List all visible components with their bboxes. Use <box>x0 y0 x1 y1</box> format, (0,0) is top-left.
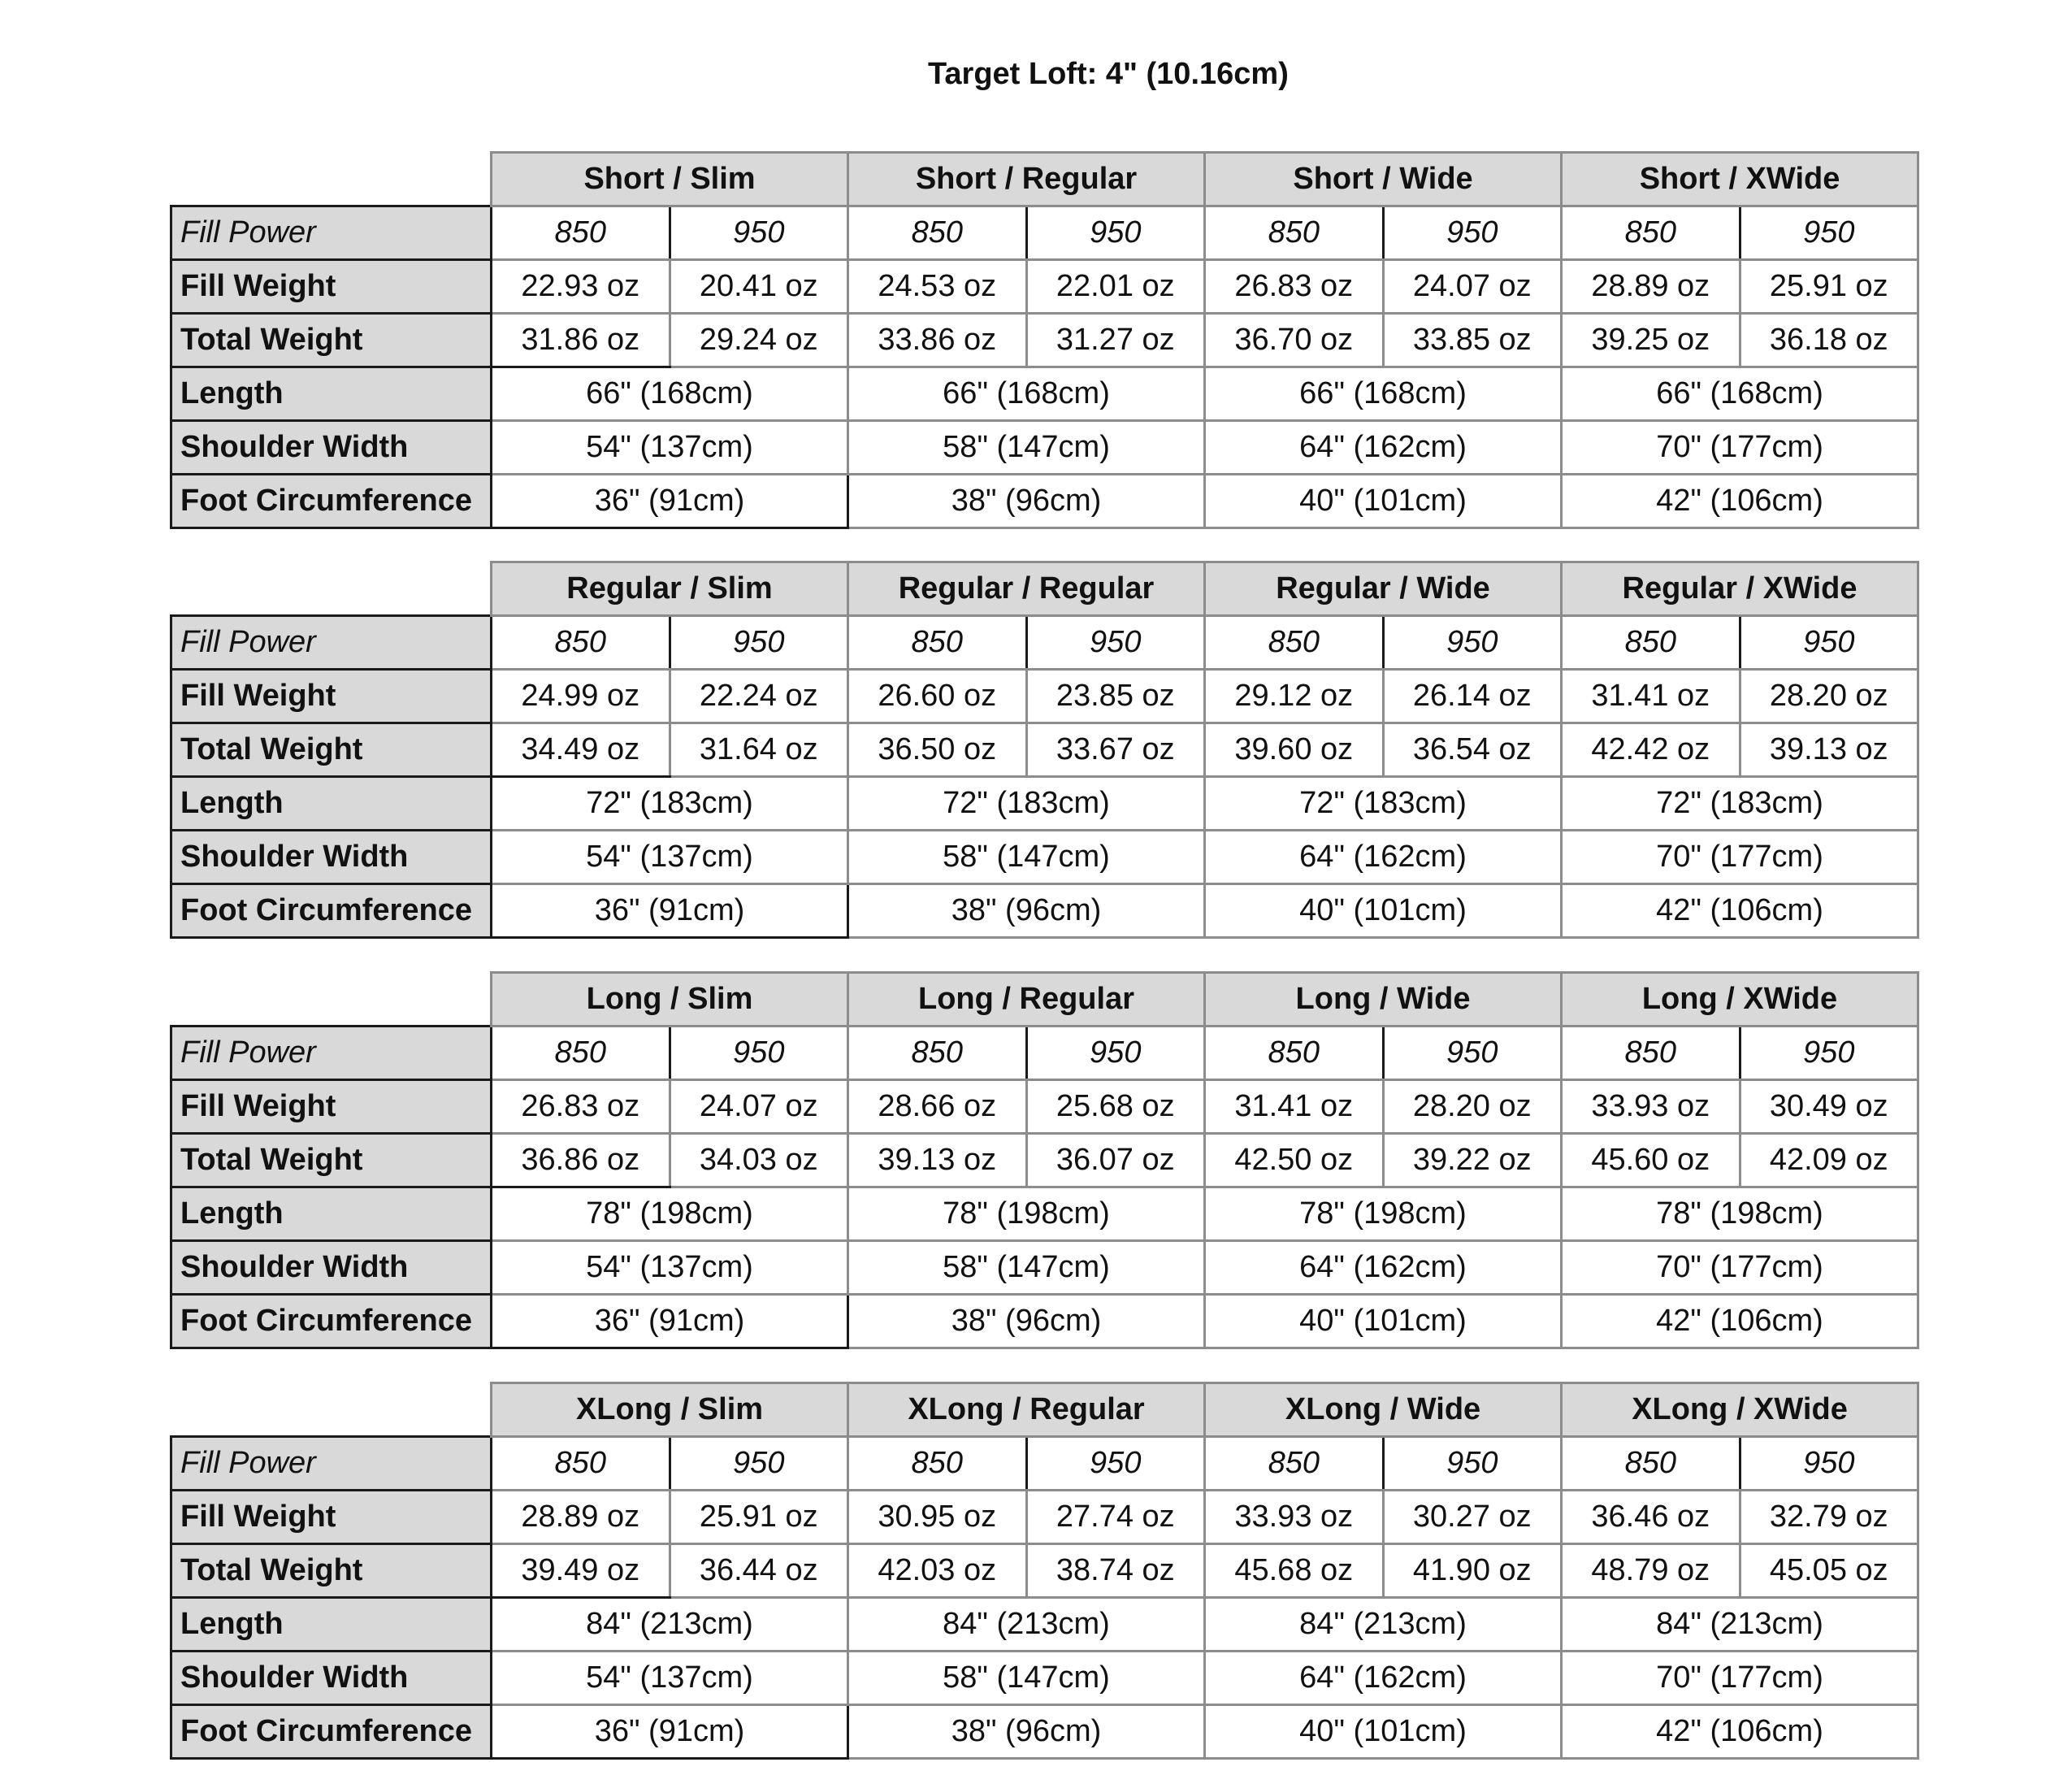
table-cell: 70" (177cm) <box>1562 1241 1918 1295</box>
table-cell: 70" (177cm) <box>1562 831 1918 884</box>
table-cell: 36.07 oz <box>1026 1134 1205 1187</box>
table-cell: 45.05 oz <box>1740 1544 1918 1598</box>
table-cell: 64" (162cm) <box>1205 421 1562 475</box>
table-cell: 24.07 oz <box>670 1080 848 1134</box>
table-cell: 58" (147cm) <box>848 831 1205 884</box>
table-row <box>171 723 1918 777</box>
row-label: Length <box>171 367 492 421</box>
header-spacer <box>171 153 492 206</box>
size-group-header: XLong / XWide <box>1562 1383 1918 1437</box>
table-cell: 41.90 oz <box>1383 1544 1562 1598</box>
row-label: Length <box>171 1598 492 1652</box>
header-spacer <box>171 1383 492 1437</box>
table-cell: 850 <box>492 1437 670 1491</box>
table-cell: 950 <box>1383 1437 1562 1491</box>
row-label: Shoulder Width <box>171 831 492 884</box>
table-cell: 39.25 oz <box>1562 314 1740 367</box>
table-cell: 40" (101cm) <box>1205 475 1562 528</box>
table-cell: 36.86 oz <box>492 1134 670 1187</box>
table-cell: 850 <box>1205 206 1384 260</box>
table-header-row <box>171 973 1918 1027</box>
table-cell: 950 <box>1383 206 1562 260</box>
table-cell: 22.24 oz <box>670 670 848 723</box>
size-table <box>170 1382 1919 1760</box>
table-cell: 78" (198cm) <box>1562 1187 1918 1241</box>
table-cell: 950 <box>670 206 848 260</box>
row-label: Total Weight <box>171 1134 492 1187</box>
table-cell: 29.24 oz <box>670 314 848 367</box>
table-cell: 38.74 oz <box>1026 1544 1205 1598</box>
table-cell: 45.60 oz <box>1562 1134 1740 1187</box>
table-cell: 26.83 oz <box>492 1080 670 1134</box>
table-cell: 42.03 oz <box>848 1544 1027 1598</box>
size-group-header: Short / Wide <box>1205 153 1562 206</box>
table-row <box>171 1080 1918 1134</box>
table-cell: 34.03 oz <box>670 1134 848 1187</box>
size-group-header: Long / XWide <box>1562 973 1918 1027</box>
table-cell: 950 <box>1740 1027 1918 1080</box>
table-cell: 25.91 oz <box>1740 260 1918 314</box>
table-cell: 78" (198cm) <box>492 1187 848 1241</box>
table-row <box>171 206 1918 260</box>
table-cell: 54" (137cm) <box>492 831 848 884</box>
table-cell: 42.50 oz <box>1205 1134 1384 1187</box>
table-row <box>171 884 1918 938</box>
row-label: Total Weight <box>171 1544 492 1598</box>
table-cell: 22.01 oz <box>1026 260 1205 314</box>
table-cell: 40" (101cm) <box>1205 884 1562 938</box>
table-cell: 40" (101cm) <box>1205 1705 1562 1759</box>
table-cell: 850 <box>1205 616 1384 670</box>
table-cell: 26.14 oz <box>1383 670 1562 723</box>
row-label: Fill Power <box>171 1437 492 1491</box>
table-cell: 38" (96cm) <box>848 475 1205 528</box>
table-row <box>171 1491 1918 1544</box>
table-row <box>171 1705 1918 1759</box>
table-cell: 38" (96cm) <box>848 1295 1205 1348</box>
table-cell: 26.60 oz <box>848 670 1027 723</box>
table-cell: 850 <box>1562 616 1740 670</box>
table-cell: 950 <box>1026 1027 1205 1080</box>
table-cell: 31.41 oz <box>1205 1080 1384 1134</box>
row-label: Length <box>171 1187 492 1241</box>
size-group-header: XLong / Regular <box>848 1383 1205 1437</box>
table-row <box>171 1437 1918 1491</box>
size-table <box>170 151 1919 529</box>
table-row <box>171 616 1918 670</box>
row-label: Fill Power <box>171 616 492 670</box>
table-cell: 24.53 oz <box>848 260 1027 314</box>
table-cell: 30.49 oz <box>1740 1080 1918 1134</box>
table-cell: 78" (198cm) <box>1205 1187 1562 1241</box>
row-label: Shoulder Width <box>171 1652 492 1705</box>
size-group-header: Regular / XWide <box>1562 562 1918 616</box>
table-cell: 72" (183cm) <box>1205 777 1562 831</box>
table-cell: 26.83 oz <box>1205 260 1384 314</box>
table-cell: 70" (177cm) <box>1562 421 1918 475</box>
table-cell: 39.22 oz <box>1383 1134 1562 1187</box>
table-cell: 27.74 oz <box>1026 1491 1205 1544</box>
row-label: Foot Circumference <box>171 1705 492 1759</box>
table-cell: 36.70 oz <box>1205 314 1384 367</box>
size-group-header: XLong / Wide <box>1205 1383 1562 1437</box>
row-label: Fill Weight <box>171 1491 492 1544</box>
size-group-header: Regular / Wide <box>1205 562 1562 616</box>
table-cell: 40" (101cm) <box>1205 1295 1562 1348</box>
table-cell: 950 <box>1383 1027 1562 1080</box>
table-cell: 38" (96cm) <box>848 884 1205 938</box>
size-group-header: Regular / Slim <box>492 562 848 616</box>
table-cell: 29.12 oz <box>1205 670 1384 723</box>
table-cell: 850 <box>848 1437 1027 1491</box>
table-cell: 78" (198cm) <box>848 1187 1205 1241</box>
table-cell: 24.07 oz <box>1383 260 1562 314</box>
table-cell: 33.93 oz <box>1562 1080 1740 1134</box>
row-label: Total Weight <box>171 314 492 367</box>
table-cell: 28.20 oz <box>1383 1080 1562 1134</box>
table-cell: 31.64 oz <box>670 723 848 777</box>
table-cell: 48.79 oz <box>1562 1544 1740 1598</box>
table-cell: 33.86 oz <box>848 314 1027 367</box>
table-row <box>171 670 1918 723</box>
table-cell: 72" (183cm) <box>492 777 848 831</box>
table-cell: 36" (91cm) <box>492 884 848 938</box>
table-cell: 25.91 oz <box>670 1491 848 1544</box>
table-cell: 850 <box>848 1027 1027 1080</box>
table-cell: 42" (106cm) <box>1562 884 1918 938</box>
table-cell: 950 <box>1740 206 1918 260</box>
page-title: Target Loft: 4" (10.16cm) <box>928 57 1289 91</box>
row-label: Fill Power <box>171 206 492 260</box>
size-group-header: Long / Slim <box>492 973 848 1027</box>
table-cell: 72" (183cm) <box>848 777 1205 831</box>
table-row <box>171 1598 1918 1652</box>
size-table <box>170 971 1919 1349</box>
table-cell: 39.60 oz <box>1205 723 1384 777</box>
table-cell: 66" (168cm) <box>492 367 848 421</box>
table-cell: 36.54 oz <box>1383 723 1562 777</box>
table-row <box>171 260 1918 314</box>
table-cell: 23.85 oz <box>1026 670 1205 723</box>
table-cell: 54" (137cm) <box>492 1652 848 1705</box>
table-cell: 950 <box>1026 1437 1205 1491</box>
table-cell: 850 <box>848 616 1027 670</box>
table-cell: 850 <box>492 616 670 670</box>
table-cell: 950 <box>670 1027 848 1080</box>
table-cell: 36.46 oz <box>1562 1491 1740 1544</box>
row-label: Fill Weight <box>171 670 492 723</box>
table-cell: 36" (91cm) <box>492 1295 848 1348</box>
table-cell: 66" (168cm) <box>848 367 1205 421</box>
size-group-header: XLong / Slim <box>492 1383 848 1437</box>
table-cell: 30.95 oz <box>848 1491 1027 1544</box>
table-cell: 33.93 oz <box>1205 1491 1384 1544</box>
table-cell: 36.50 oz <box>848 723 1027 777</box>
size-table <box>170 561 1919 939</box>
size-group-header: Long / Wide <box>1205 973 1562 1027</box>
table-row <box>171 1295 1918 1348</box>
table-cell: 36.44 oz <box>670 1544 848 1598</box>
header-spacer <box>171 973 492 1027</box>
size-group-header: Short / Slim <box>492 153 848 206</box>
table-cell: 45.68 oz <box>1205 1544 1384 1598</box>
table-cell: 950 <box>1026 206 1205 260</box>
table-header-row <box>171 562 1918 616</box>
table-cell: 36" (91cm) <box>492 475 848 528</box>
table-cell: 25.68 oz <box>1026 1080 1205 1134</box>
table-cell: 850 <box>1205 1437 1384 1491</box>
table-cell: 66" (168cm) <box>1562 367 1918 421</box>
table-cell: 66" (168cm) <box>1205 367 1562 421</box>
row-label: Foot Circumference <box>171 475 492 528</box>
table-cell: 31.41 oz <box>1562 670 1740 723</box>
table-cell: 58" (147cm) <box>848 1652 1205 1705</box>
table-row <box>171 1652 1918 1705</box>
table-cell: 950 <box>1740 1437 1918 1491</box>
table-cell: 950 <box>1026 616 1205 670</box>
table-cell: 64" (162cm) <box>1205 1241 1562 1295</box>
table-row <box>171 777 1918 831</box>
table-cell: 58" (147cm) <box>848 421 1205 475</box>
table-cell: 20.41 oz <box>670 260 848 314</box>
table-cell: 33.67 oz <box>1026 723 1205 777</box>
table-cell: 64" (162cm) <box>1205 1652 1562 1705</box>
table-cell: 850 <box>492 206 670 260</box>
table-cell: 42" (106cm) <box>1562 1705 1918 1759</box>
row-label: Foot Circumference <box>171 1295 492 1348</box>
table-cell: 31.27 oz <box>1026 314 1205 367</box>
size-group-header: Regular / Regular <box>848 562 1205 616</box>
table-row <box>171 1241 1918 1295</box>
table-row <box>171 421 1918 475</box>
row-label: Fill Power <box>171 1027 492 1080</box>
table-row <box>171 1027 1918 1080</box>
table-cell: 28.89 oz <box>492 1491 670 1544</box>
table-cell: 850 <box>1562 206 1740 260</box>
table-row <box>171 1544 1918 1598</box>
row-label: Fill Weight <box>171 260 492 314</box>
table-cell: 70" (177cm) <box>1562 1652 1918 1705</box>
table-cell: 72" (183cm) <box>1562 777 1918 831</box>
table-cell: 22.93 oz <box>492 260 670 314</box>
table-cell: 39.13 oz <box>1740 723 1918 777</box>
table-cell: 64" (162cm) <box>1205 831 1562 884</box>
table-cell: 950 <box>1740 616 1918 670</box>
table-row <box>171 831 1918 884</box>
table-cell: 38" (96cm) <box>848 1705 1205 1759</box>
row-label: Shoulder Width <box>171 421 492 475</box>
table-row <box>171 475 1918 528</box>
row-label: Total Weight <box>171 723 492 777</box>
size-group-header: Long / Regular <box>848 973 1205 1027</box>
table-cell: 54" (137cm) <box>492 421 848 475</box>
table-cell: 850 <box>1562 1027 1740 1080</box>
table-cell: 34.49 oz <box>492 723 670 777</box>
table-cell: 54" (137cm) <box>492 1241 848 1295</box>
table-cell: 33.85 oz <box>1383 314 1562 367</box>
table-row <box>171 1134 1918 1187</box>
row-label: Foot Circumference <box>171 884 492 938</box>
table-cell: 42.09 oz <box>1740 1134 1918 1187</box>
row-label: Fill Weight <box>171 1080 492 1134</box>
row-label: Length <box>171 777 492 831</box>
table-row <box>171 367 1918 421</box>
table-cell: 950 <box>670 616 848 670</box>
table-row <box>171 1187 1918 1241</box>
table-cell: 32.79 oz <box>1740 1491 1918 1544</box>
table-cell: 28.66 oz <box>848 1080 1027 1134</box>
table-header-row <box>171 1383 1918 1437</box>
table-cell: 39.13 oz <box>848 1134 1027 1187</box>
table-cell: 84" (213cm) <box>492 1598 848 1652</box>
table-cell: 36" (91cm) <box>492 1705 848 1759</box>
table-cell: 850 <box>1562 1437 1740 1491</box>
table-header-row <box>171 153 1918 206</box>
table-cell: 84" (213cm) <box>1205 1598 1562 1652</box>
table-cell: 850 <box>1205 1027 1384 1080</box>
header-spacer <box>171 562 492 616</box>
table-cell: 28.20 oz <box>1740 670 1918 723</box>
table-cell: 30.27 oz <box>1383 1491 1562 1544</box>
table-cell: 36.18 oz <box>1740 314 1918 367</box>
size-group-header: Short / Regular <box>848 153 1205 206</box>
table-cell: 950 <box>670 1437 848 1491</box>
table-cell: 850 <box>492 1027 670 1080</box>
row-label: Shoulder Width <box>171 1241 492 1295</box>
table-cell: 950 <box>1383 616 1562 670</box>
table-cell: 24.99 oz <box>492 670 670 723</box>
table-cell: 42" (106cm) <box>1562 475 1918 528</box>
table-cell: 42" (106cm) <box>1562 1295 1918 1348</box>
table-cell: 850 <box>848 206 1027 260</box>
table-cell: 42.42 oz <box>1562 723 1740 777</box>
table-cell: 31.86 oz <box>492 314 670 367</box>
table-cell: 84" (213cm) <box>1562 1598 1918 1652</box>
size-group-header: Short / XWide <box>1562 153 1918 206</box>
table-cell: 28.89 oz <box>1562 260 1740 314</box>
table-cell: 84" (213cm) <box>848 1598 1205 1652</box>
table-cell: 58" (147cm) <box>848 1241 1205 1295</box>
table-cell: 39.49 oz <box>492 1544 670 1598</box>
table-row <box>171 314 1918 367</box>
